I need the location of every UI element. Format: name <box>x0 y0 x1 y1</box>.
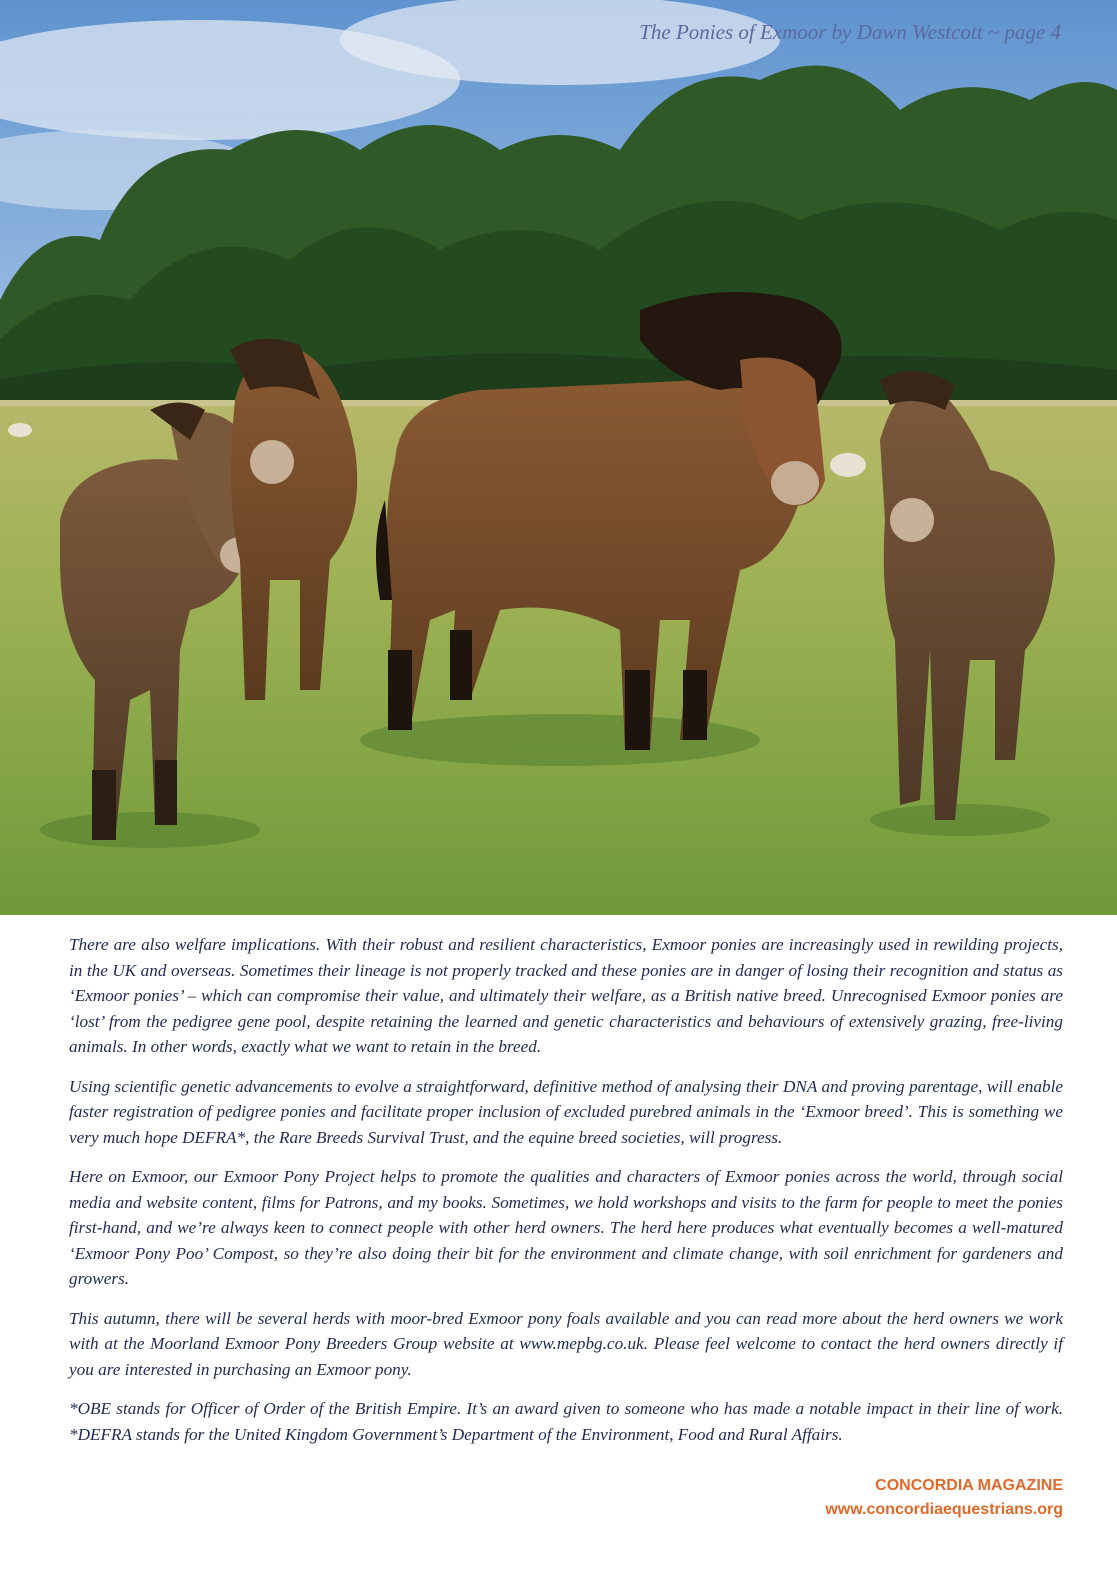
magazine-website-link[interactable]: www.concordiaequestrians.org <box>825 1501 1063 1518</box>
running-header: The Ponies of Exmoor by Dawn Westcott ~ page 4 <box>639 20 1061 44</box>
paragraph-genetics: Using scientific genetic advancements to evolve a straightforward, definitive method of analysing their DNA and proving parentage, will enable faster registration of pedigree ponies and facilitate proper inclusion of excluded purebred animals in the ‘Exmoor breed’. This is something we very much hope DEFRA*, the Rare Breeds Survival Trust, and the equine breed societies, will progress. <box>69 1076 1063 1147</box>
magazine-footer <box>825 1474 1063 1522</box>
paragraph-welfare: There are also welfare implications. With their robust and resilient characteristics, Exmoor ponies are increasingly used in rewilding projects, in the UK and overseas. Sometimes their lineage is not properly tracked and these ponies are in danger of losing their recognition and status as ‘Exmoor ponies’ – which can compromise their value, and ultimately their welfare, as a British native breed. Unrecognised Exmoor ponies are ‘lost’ from the pedigree gene pool, despite retaining the learned and genetic characteristics and behaviours of extensively grazing, free-living animals. In other words, exactly what we want to retain in the breed. <box>69 935 1063 1056</box>
paragraph-footnotes: *OBE stands for Officer of Order of the British Empire. It’s an award given to someone who has made a notable impact in their line of work. *DEFRA stands for the United Kingdom Government’s Department of the Environment, Food and Rural Affairs. <box>69 1399 1063 1444</box>
paragraph-pony-project: Here on Exmoor, our Exmoor Pony Project helps to promote the qualities and characters of Exmoor ponies across the world, through social media and website content, films for Patrons, and my books. Sometimes, we hold workshops and visits to the farm for people to meet the ponies first-hand, and we’re always keen to connect people with other herd owners. The herd here produces what eventually becomes a well-matured ‘Exmoor Pony Poo’ Compost, so they’re also doing their bit for the environment and climate change, with soil enrichment for gardeners and growers. <box>69 1167 1063 1288</box>
article-body <box>69 932 1063 1461</box>
magazine-name: CONCORDIA MAGAZINE <box>875 1477 1063 1494</box>
paragraph-foals-available: This autumn, there will be several herds with moor-bred Exmoor pony foals available and you can read more about the herd owners we work with at the Moorland Exmoor Pony Breeders Group website at www.mepbg.co.uk. Please feel welcome to contact the herd owners directly if you are interested in purchasing an Exmoor pony. <box>69 1308 1063 1379</box>
